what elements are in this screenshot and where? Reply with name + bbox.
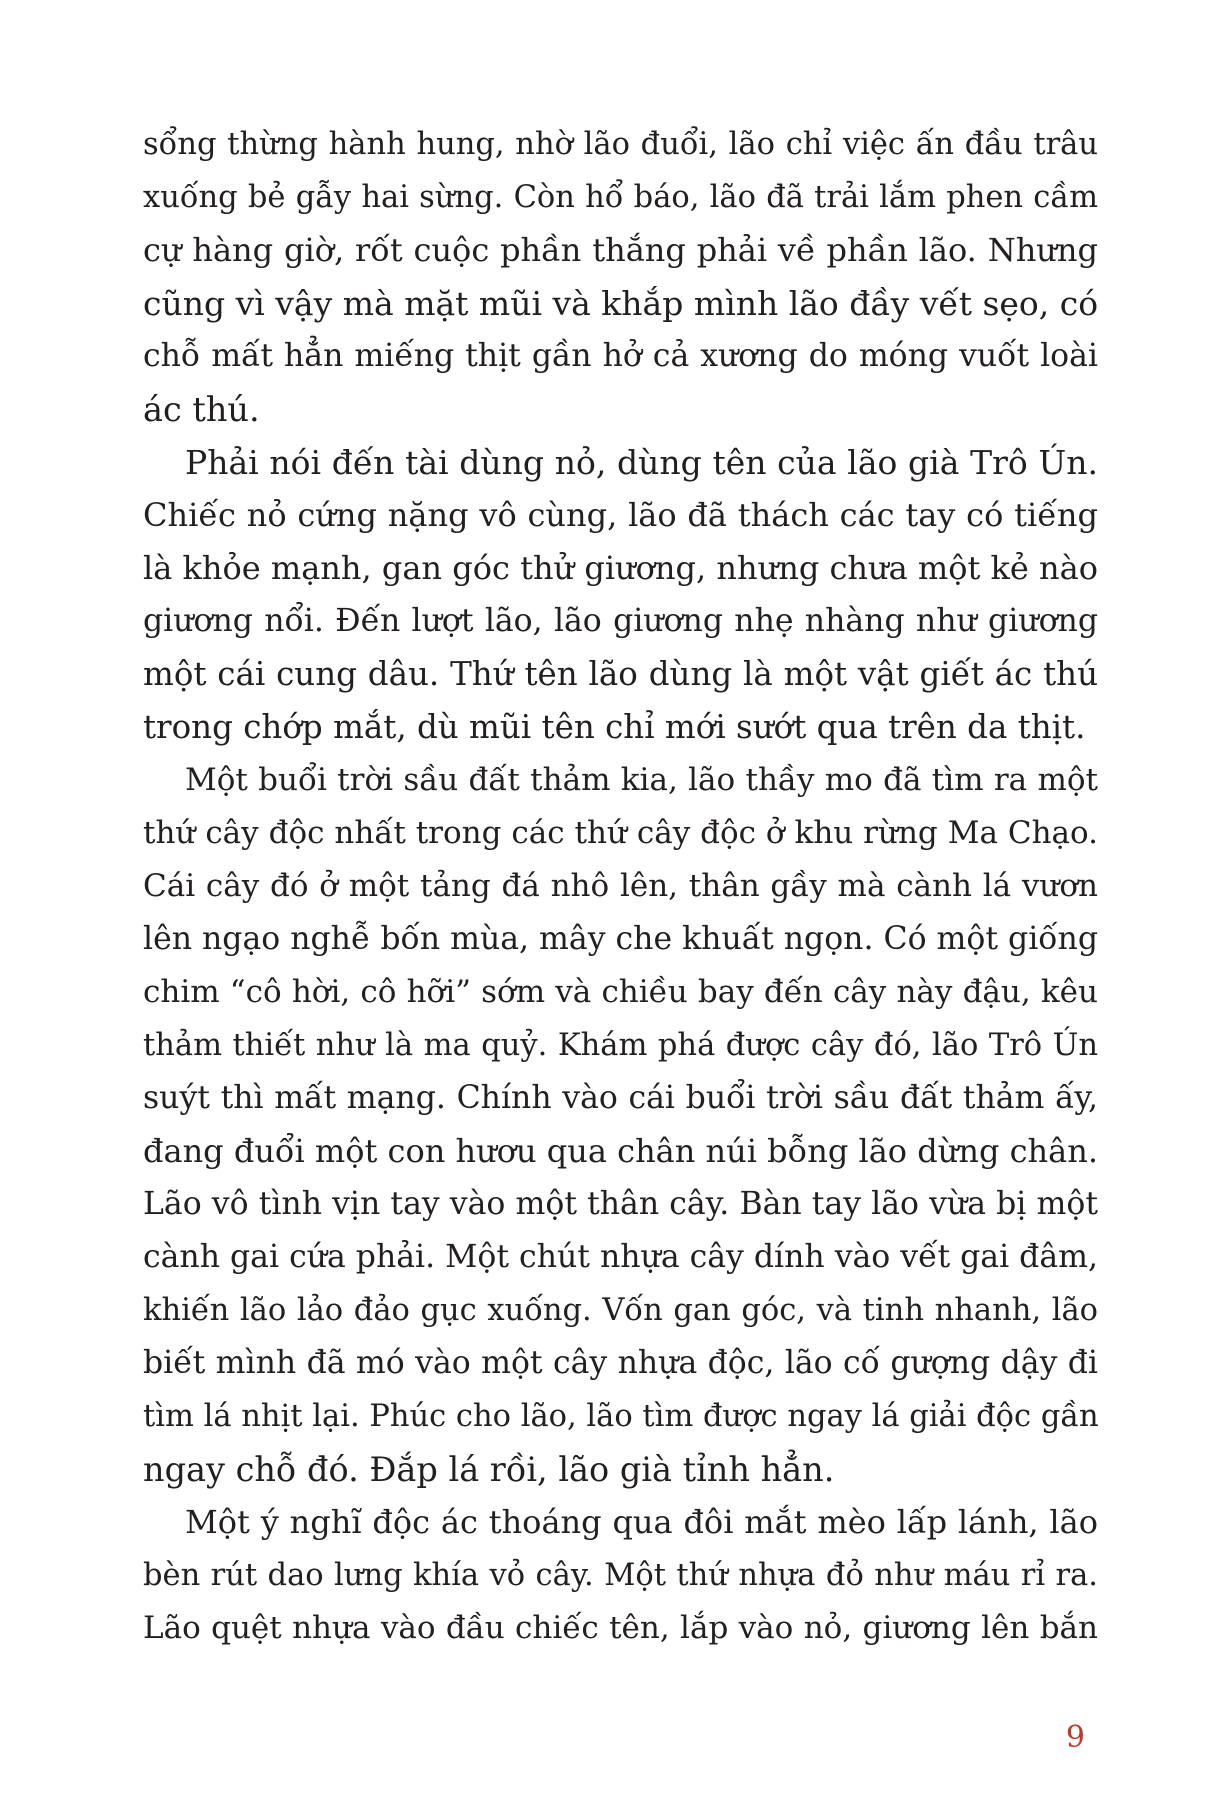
paragraph-1 (143, 118, 1098, 436)
text-line: lên ngạo nghễ bốn mùa, mây che khuất ngọn. Có một giống (143, 921, 1099, 957)
text-line: Một buổi trời sầu đất thảm kia, lão thầy mo đã tìm ra một (185, 762, 1098, 798)
page-number: 9 (1065, 1720, 1085, 1755)
text-line: ác thú. (143, 390, 260, 429)
text-line: xuống bẻ gẫy hai sừng. Còn hổ báo, lão đã trải lắm phen cầm (143, 180, 1098, 215)
text-line: Chiếc nỏ cứng nặng vô cùng, lão đã thách các tay có tiếng (143, 496, 1098, 534)
text-line: sổng thừng hành hung, nhờ lão đuổi, lão chỉ việc ấn đầu trâu (143, 127, 1098, 162)
text-line: thứ cây độc nhất trong các thứ cây độc ở khu rừng Ma Chạo. (143, 815, 1098, 851)
text-line: suýt thì mất mạng. Chính vào cái buổi trời sầu đất thảm ấy, (143, 1080, 1098, 1116)
paragraph-4 (143, 1496, 1098, 1655)
text-line: Một ý nghĩ độc ác thoáng qua đôi mắt mèo lấp lánh, lão (185, 1503, 1098, 1541)
text-line: ngay chỗ đó. Đắp lá rồi, lão già tỉnh hẳn. (143, 1450, 835, 1489)
text-line: là khỏe mạnh, gan góc thử giương, nhưng chưa một kẻ nào (143, 549, 1098, 587)
text-line: cự hàng giờ, rốt cuộc phần thắng phải về phần lão. Nhưng (143, 231, 1098, 269)
text-line: bèn rút dao lưng khía vỏ cây. Một thứ nhựa đỏ như máu rỉ ra. (143, 1558, 1098, 1593)
text-line: tìm lá nhịt lại. Phúc cho lão, lão tìm được ngay lá giải độc gần (143, 1399, 1099, 1434)
text-line: biết mình đã mó vào một cây nhựa độc, lão cố gượng dậy đi (143, 1345, 1098, 1381)
text-line: Lão vô tình vịn tay vào một thân cây. Bàn tay lão vừa bị một (143, 1186, 1098, 1222)
text-line: trong chớp mắt, dù mũi tên chỉ mới sướt qua trên da thịt. (143, 708, 1086, 746)
text-line: Cái cây đó ở một tảng đá nhô lên, thân gầy mà cành lá vươn (143, 868, 1098, 904)
text-line: thảm thiết như là ma quỷ. Khám phá được cây đó, lão Trô Ún (143, 1028, 1098, 1063)
text-line: Phải nói đến tài dùng nỏ, dùng tên của lão già Trô Ún. (185, 443, 1098, 482)
text-line: giương nổi. Đến lượt lão, lão giương nhẹ nhàng như giương (143, 603, 1098, 639)
text-line: chim “cô hời, cô hỡi” sớm và chiều bay đến cây này đậu, kêu (143, 974, 1098, 1010)
text-line: đang đuổi một con hươu qua chân núi bỗng lão dừng chân. (143, 1132, 1098, 1170)
body-text (143, 118, 1098, 1655)
text-line: cũng vì vậy mà mặt mũi và khắp mình lão đầy vết sẹo, có (143, 284, 1099, 323)
text-line: chỗ mất hẳn miếng thịt gần hở cả xương do móng vuốt loài (143, 338, 1098, 374)
paragraph-2 (143, 436, 1098, 754)
text-line: một cái cung dâu. Thứ tên lão dùng là một vật giết ác thú (143, 655, 1098, 693)
paragraph-3 (143, 754, 1098, 1496)
text-line: cành gai cứa phải. Một chút nhựa cây dính vào vết gai đâm, (143, 1239, 1098, 1275)
text-line: Lão quệt nhựa vào đầu chiếc tên, lắp vào nỏ, giương lên bắn (143, 1610, 1098, 1646)
text-line: khiến lão lảo đảo gục xuống. Vốn gan góc, và tinh nhanh, lão (143, 1293, 1098, 1328)
